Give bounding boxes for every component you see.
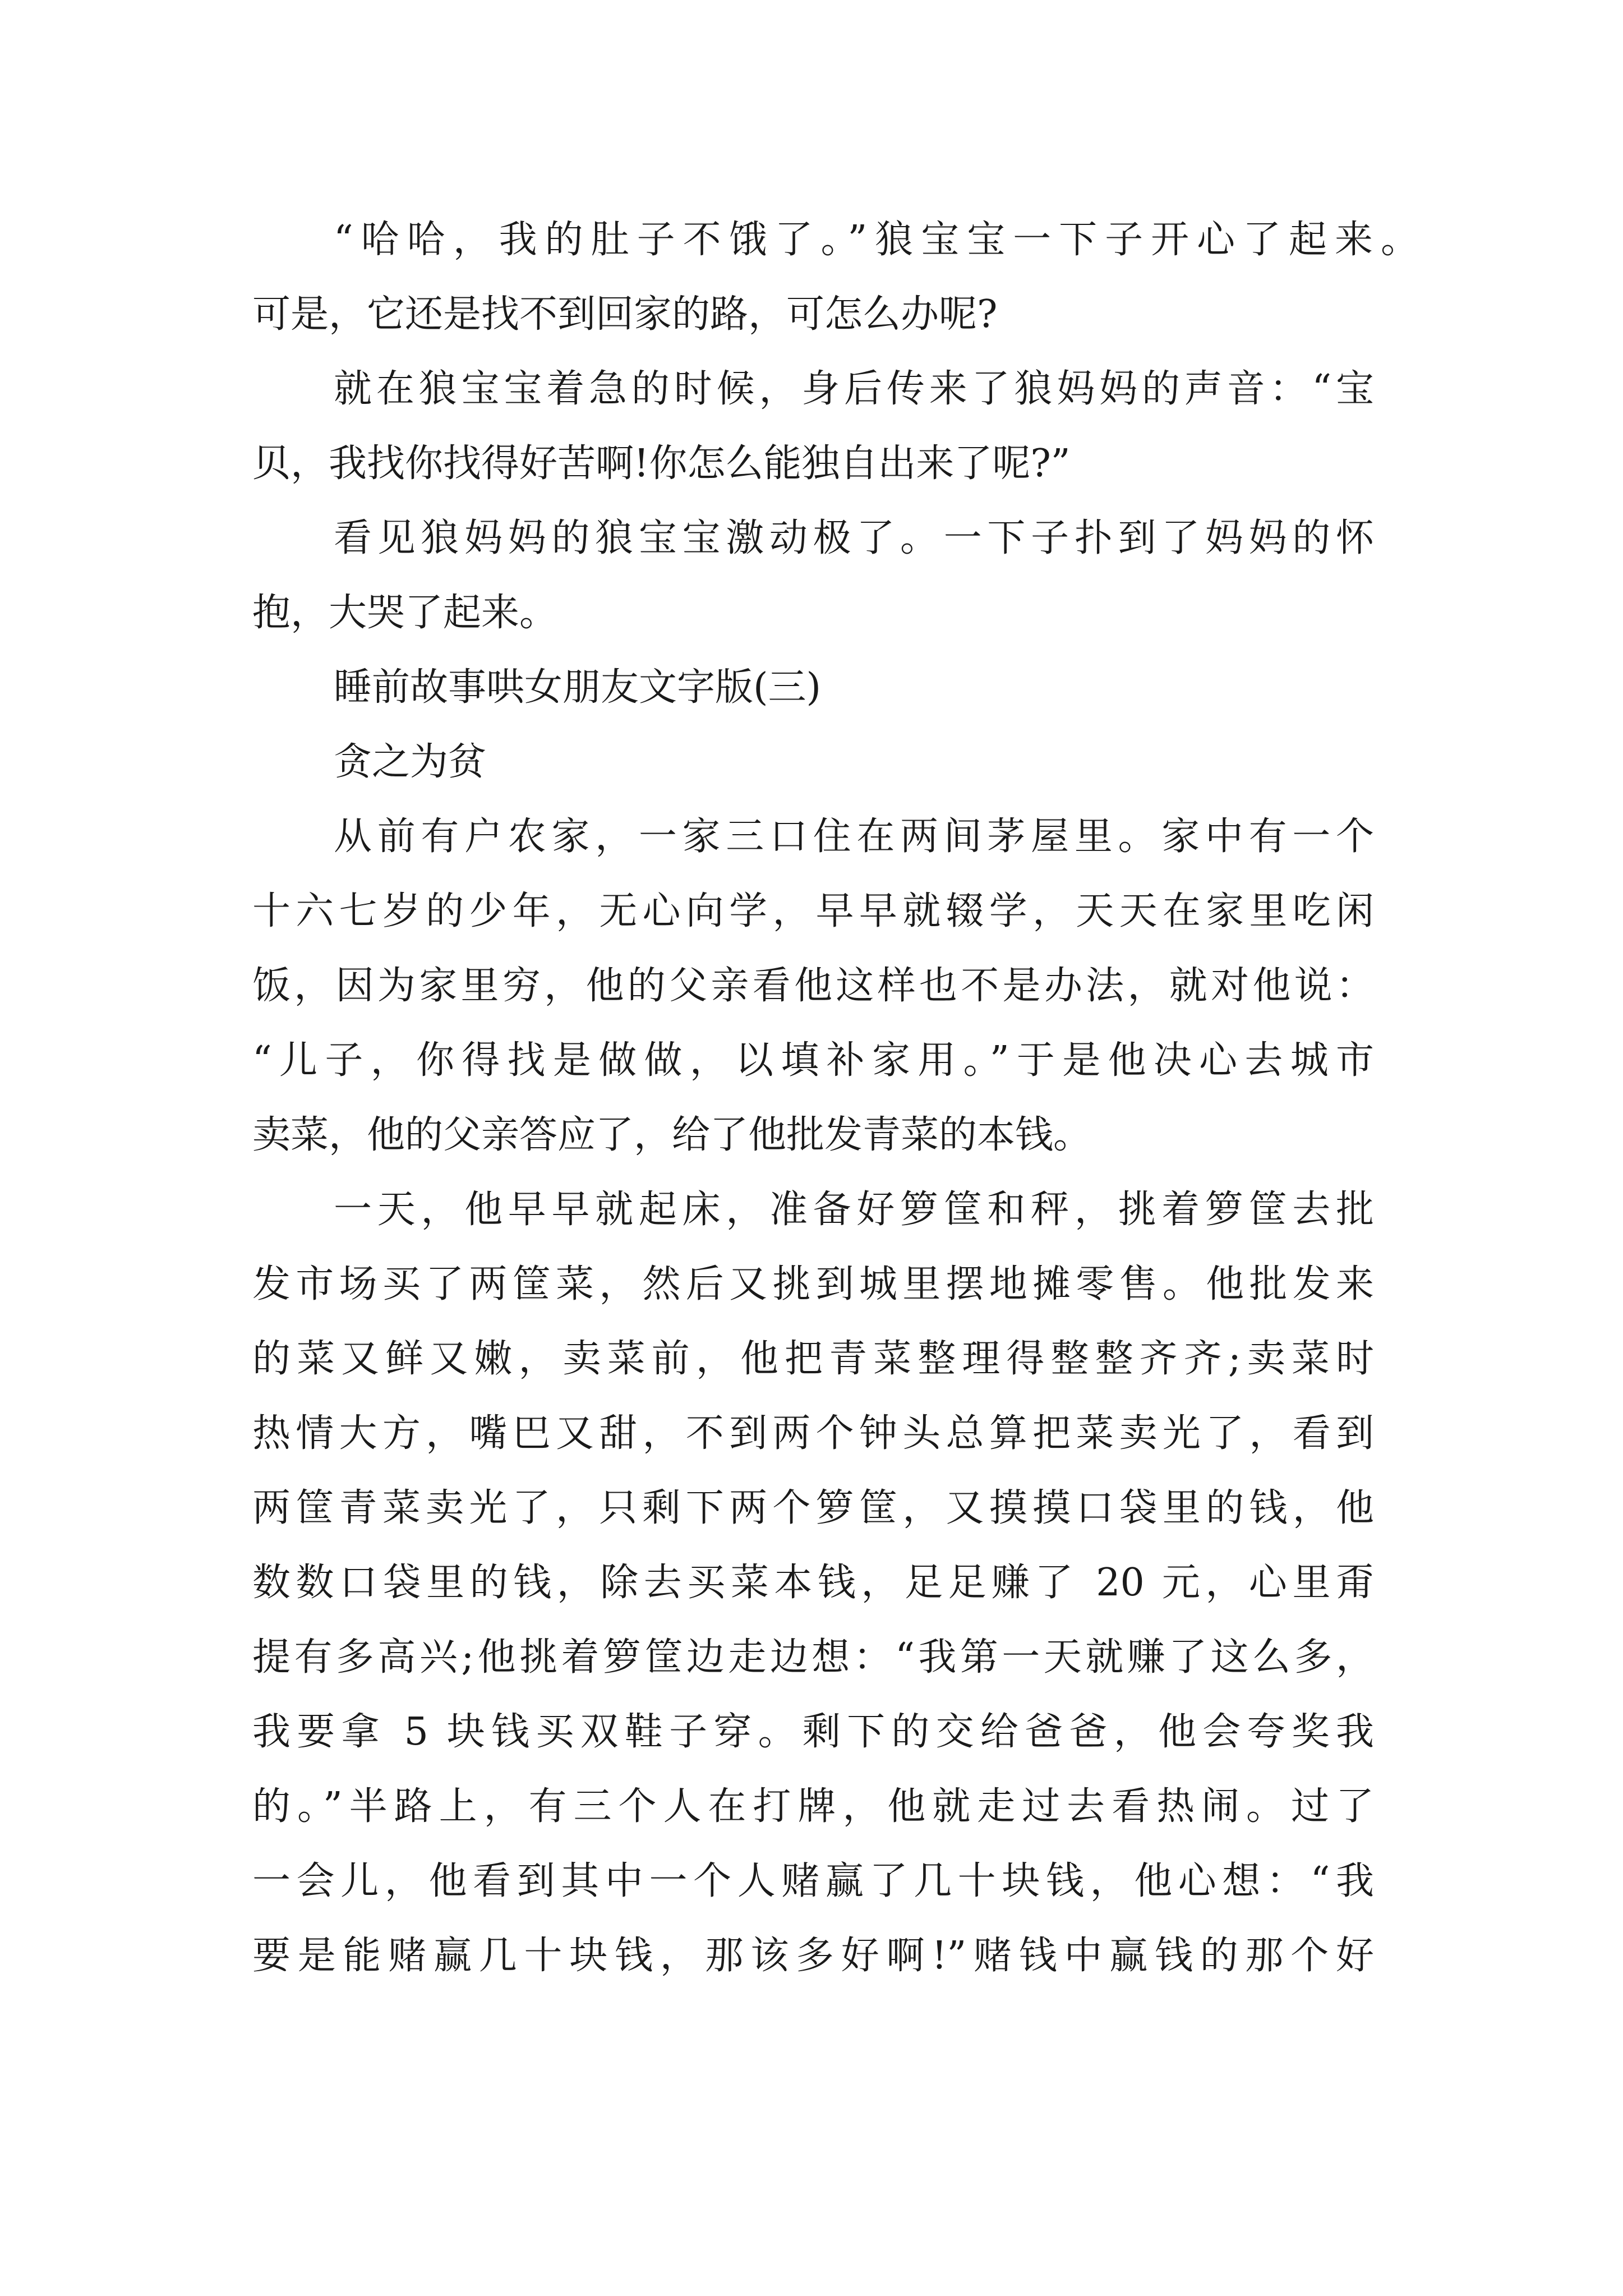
text-line: 我要拿 5 块钱买双鞋子穿。剩下的交给爸爸，他会夸奖我 <box>252 1710 1374 1754</box>
text-line: 数数口袋里的钱，除去买菜本钱，足足赚了 20 元，心里甭 <box>252 1561 1374 1605</box>
text-line: 提有多高兴;他挑着箩筐边走边想：“我第一天就赚了这么多， <box>252 1635 1374 1680</box>
text-line: 发市场买了两筐菜，然后又挑到城里摆地摊零售。他批发来 <box>252 1262 1374 1306</box>
text-line: 可是，它还是找不到回家的路，可怎么办呢? <box>252 292 998 337</box>
text-line: 一会儿，他看到其中一个人赌赢了几十块钱，他心想：“我 <box>252 1859 1374 1903</box>
story-title: 贪之为贫 <box>334 740 487 784</box>
text-line: 卖菜，他的父亲答应了，给了他批发青菜的本钱。 <box>252 1113 1092 1157</box>
text-line: 的。”半路上，有三个人在打牌，他就走过去看热闹。过了 <box>252 1784 1374 1829</box>
section-heading: 睡前故事哄女朋友文字版(三) <box>334 665 822 710</box>
text-line: “哈哈，我的肚子不饿了。”狼宝宝一下子开心了起来。 <box>334 218 1419 262</box>
text-line: “儿子，你得找是做做，以填补家用。”于是他决心去城市 <box>252 1038 1374 1083</box>
text-line: 从前有户农家，一家三口住在两间茅屋里。家中有一个 <box>334 815 1374 859</box>
text-line: 一天，他早早就起床，准备好箩筐和秤，挑着箩筐去批 <box>334 1188 1374 1232</box>
text-line: 就在狼宝宝着急的时候，身后传来了狼妈妈的声音：“宝 <box>334 367 1374 411</box>
text-line: 饭，因为家里穷，他的父亲看他这样也不是办法，就对他说： <box>252 964 1374 1008</box>
text-line: 贝，我找你找得好苦啊!你怎么能独自出来了呢?” <box>252 441 1071 486</box>
text-line: 看见狼妈妈的狼宝宝激动极了。一下子扑到了妈妈的怀 <box>334 516 1374 560</box>
text-line: 抱，大哭了起来。 <box>252 591 558 635</box>
text-line: 要是能赌赢几十块钱，那该多好啊!”赌钱中赢钱的那个好 <box>252 1934 1374 1978</box>
text-line: 热情大方，嘴巴又甜，不到两个钟头总算把菜卖光了，看到 <box>252 1411 1374 1456</box>
text-line: 的菜又鲜又嫩，卖菜前，他把青菜整理得整整齐齐;卖菜时 <box>252 1337 1374 1381</box>
text-line: 十六七岁的少年，无心向学，早早就辍学，天天在家里吃闲 <box>252 889 1374 933</box>
text-line: 两筐青菜卖光了，只剩下两个箩筐，又摸摸口袋里的钱，他 <box>252 1486 1374 1530</box>
